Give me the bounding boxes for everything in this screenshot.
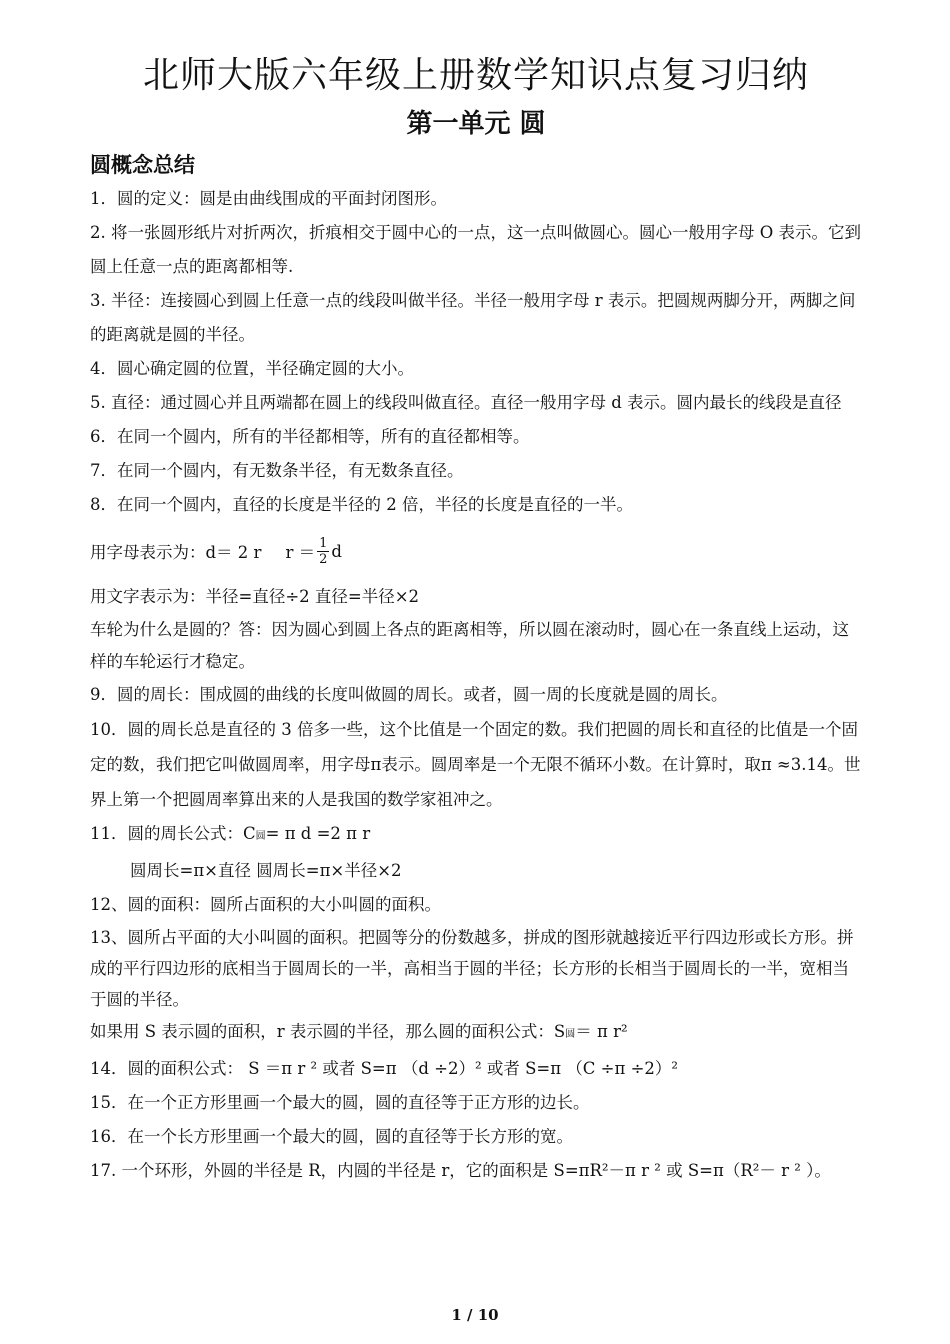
paragraph-10: 10．圆的周长总是直径的 3 倍多一些，这个比值是一个固定的数。我们把圆的周长和直径的比值是一个固定的数，我们把它叫做圆周率，用字母π表示。圆周率是一个无限不循环小数。在计算时，取π ≈3.14。世界上第一个把圆周率算出来的人是我国的数学家祖冲之。	[90, 720, 861, 809]
section-heading: 圆概念总结	[90, 153, 195, 177]
paragraph-2: 2. 将一张圆形纸片对折两次，折痕相交于圆中心的一点，这一点叫做圆心。圆心一般用字母 O 表示。它到圆上任意一点的距离都相等.	[90, 223, 862, 276]
paragraph-14: 14．圆的面积公式： S ＝π r ² 或者 S=π （d ÷2）² 或者 S=π （C ÷π ÷2）²	[90, 1059, 679, 1078]
paragraph-3: 3. 半径：连接圆心到圆上任意一点的线段叫做半径。半径一般用字母 r 表示。把圆规两脚分开，两脚之间的距离就是圆的半径。	[90, 291, 856, 344]
paragraph-8: 8．在同一个圆内，直径的长度是半径的 2 倍，半径的长度是直径的一半。	[90, 495, 633, 514]
p11-formula: = π d =2 π r	[265, 824, 371, 843]
paragraph-11-line-2: 圆周长=π×直径 圆周长=π×半径×2	[130, 861, 402, 880]
paragraph-6: 6．在同一个圆内，所有的半径都相等，所有的直径都相等。	[90, 427, 530, 446]
unit-heading: 第一单元 圆	[406, 109, 546, 139]
fraction-denominator: 2	[319, 551, 328, 567]
p13b-formula: ＝ π r²	[575, 1022, 628, 1041]
paragraph-4: 4．圆心确定圆的位置，半径确定圆的大小。	[90, 359, 414, 378]
paragraph-13: 13、圆所占平面的大小叫圆的面积。把圆等分的份数越多，拼成的图形就越接近平行四边形或长方形。拼成的平行四边形的底相当于圆周长的一半，高相当于圆的半径；长方形的长相当于圆周长的一半，宽相当于圆的半径。	[90, 928, 854, 1009]
paragraph-9: 9．圆的周长：围成圆的曲线的长度叫做圆的周长。或者，圆一周的长度就是圆的周长。	[90, 685, 728, 704]
paragraph-5: 5. 直径：通过圆心并且两端都在圆上的线段叫做直径。直径一般用字母 d 表示。圆内最长的线段是直径	[90, 393, 842, 412]
fraction-numerator: 1	[319, 535, 328, 551]
formula-letters-suffix: d	[331, 541, 342, 561]
formula-letters-prefix: 用字母表示为：d＝ 2 r	[90, 543, 262, 562]
paragraph-15: 15．在一个正方形里画一个最大的圆，圆的直径等于正方形的边长。	[90, 1093, 590, 1112]
document-page	[90, 52, 862, 1188]
page-number: 1 / 10	[451, 1306, 499, 1324]
fraction-one-half	[317, 536, 329, 567]
formula-words: 用文字表示为：半径=直径÷2 直径=半径×2	[90, 587, 420, 606]
paragraph-13-formula	[90, 1015, 862, 1052]
paragraph-1: 1．圆的定义：圆是由曲线围成的平面封闭图形。	[90, 189, 447, 208]
paragraph-7: 7．在同一个圆内，有无数条半径，有无数条直径。	[90, 461, 464, 480]
paragraph-12: 12、圆的面积：圆所占面积的大小叫圆的面积。	[90, 895, 441, 914]
paragraph-17: 17. 一个环形，外圆的半径是 R，内圆的半径是 r，它的面积是 S=πR²－π r ² 或 S=π（R²－ r ² ）。	[90, 1161, 831, 1180]
p13b-subscript: 圆	[565, 1029, 576, 1040]
p11-subscript: 圆	[255, 831, 266, 842]
p11-prefix: 11．圆的周长公式：C	[90, 824, 256, 843]
paragraph-16: 16．在一个长方形里画一个最大的圆，圆的直径等于长方形的宽。	[90, 1127, 573, 1146]
formula-letters-r-eq: r ＝	[285, 543, 316, 562]
p13b-prefix: 如果用 S 表示圆的面积，r 表示圆的半径，那么圆的面积公式：S	[90, 1022, 566, 1041]
document-title: 北师大版六年级上册数学知识点复习归纳	[142, 55, 809, 96]
paragraph-11	[90, 817, 862, 854]
wheel-question: 车轮为什么是圆的？答：因为圆心到圆上各点的距离相等，所以圆在滚动时，圆心在一条直线上运动，这样的车轮运行才稳定。	[90, 620, 849, 671]
formula-letters	[90, 522, 862, 580]
